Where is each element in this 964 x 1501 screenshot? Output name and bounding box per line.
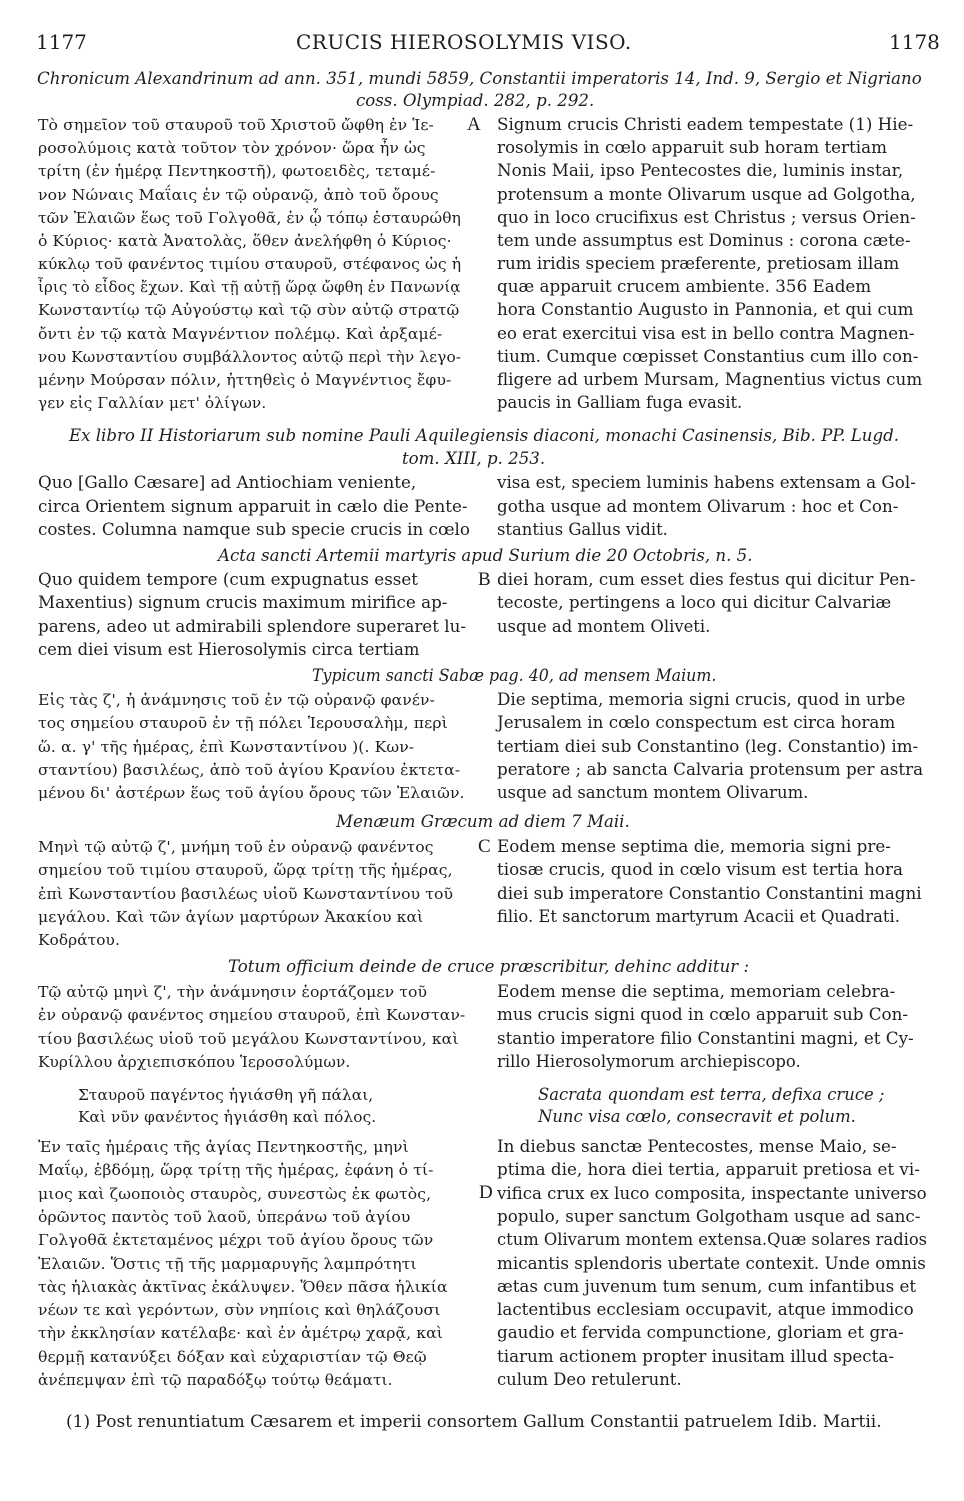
latin-line: rillo Hierosolymorum archiepiscopo. <box>497 1051 801 1071</box>
latin-line: peratore ; ab sancta Calvaria protensum per astra <box>497 759 924 779</box>
latin-line: Die septima, memoria signi crucis, quod in urbe <box>497 690 906 709</box>
latin-line: protensum a monte Olivarum usque ad Golgotha, <box>497 184 916 204</box>
latin-line: diei horam, cum esset dies festus qui dicitur Pen- <box>497 570 916 589</box>
greek-line: Ἐν ταῖς ἡμέραις τῆς ἁγίας Πεντηκοστῆς, μηνὶ <box>38 1138 409 1156</box>
greek-line: ὥ. α. γ' τῆς ἡμέρας, ἐπὶ Κωνσταντίνου )(. Κων- <box>38 737 415 756</box>
greek-line: ὁ Κύριος· κατὰ Ἀνατολὰς, ὅθεν ἀνελήφθη ὁ Κύριος· <box>38 231 452 250</box>
greek-line: Μηνὶ τῷ αὐτῷ ζ', μνήμη τοῦ ἐν οὐρανῷ φανέντος <box>38 838 434 856</box>
latin-line: rum iridis speciem præferente, pretiosam illam <box>497 254 900 274</box>
greek-line: μιος καὶ ζωοποιὸς σταυρὸς, συνεστὼς ἐκ φωτὸς, <box>38 1184 432 1203</box>
latin-line: tiosæ crucis, quod in cœlo visum est tertia hora <box>497 860 903 880</box>
latin-line: lactentibus ecclesiam occupavit, atque immodico <box>497 1300 914 1320</box>
greek-line: ἐν οὐρανῷ φανέντος σημείου σταυροῦ, ἐπὶ Κωνσταν- <box>38 1006 466 1025</box>
greek-line: κύκλῳ τοῦ φανέντος τιμίου σταυροῦ, στέφανος ὡς ἡ <box>38 255 462 274</box>
latin-line: ctum Olivarum montem extensa.Quæ solares radios <box>497 1230 928 1250</box>
latin-line: quæ apparuit crucem ambiente. 356 Eadem <box>497 277 872 297</box>
latin-line: circa Orientem signum apparuit in cælo die Pente- <box>38 496 468 516</box>
greek-line: ροσολύμοις κατὰ τοῦτον τὸν χρόνον· ὥρα ἦν ὡς <box>38 139 426 158</box>
latin-line: populo, super sanctum Golgotham usque ad sanc- <box>497 1206 921 1226</box>
section-heading: Chronicum Alexandrinum ad ann. 351, mundi 5859, Constantii imperatoris 14, Ind. 9, Sergio et Nigriano <box>37 69 922 88</box>
greek-line: τῶν Ἐλαιῶν ἕως τοῦ Γολγοθᾶ, ἐν ᾧ τόπῳ ἐσταυρώθη <box>38 208 461 227</box>
greek-line: τὴν ἐκκλησίαν κατέλαβε· καὶ ἐν ἀμέτρῳ χαρᾷ, καὶ <box>38 1324 444 1343</box>
latin-line: rosolymis in cœlo apparuit sub horam tertiam <box>497 138 887 158</box>
greek-line: ὁρῶντος παντὸς τοῦ λαοῦ, ὑπεράνω τοῦ ἁγίου <box>38 1207 411 1226</box>
latin-line: tecoste, pertingens a loco qui dicitur Calvariæ <box>497 593 892 613</box>
greek-line: νέων τε καὶ γερόντων, σὺν νηπίοις καὶ θηλάζουσι <box>38 1301 441 1320</box>
greek-line: νου Κωνσταντίου συμβάλλοντος αὐτῷ περὶ τὴν λεγο- <box>38 347 462 366</box>
greek-line: μένην Μούρσαν πόλιν, ἡττηθεὶς ὁ Μαγνέντιος ἔφυ- <box>38 370 452 389</box>
greek-line: Τῷ αὐτῷ μηνὶ ζ', τὴν ἀνάμνησιν ἑορτάζομεν τοῦ <box>38 983 428 1001</box>
greek-line: Εἰς τὰς ζ', ἡ ἀνάμνησις τοῦ ἐν τῷ οὐρανῷ φανέν- <box>38 691 435 709</box>
margin-letter: B <box>478 569 491 590</box>
latin-line: culum Deo retulerunt. <box>497 1370 682 1389</box>
latin-line: usque ad sanctum montem Olivarum. <box>497 783 809 803</box>
greek-line: Κοδράτου. <box>38 931 120 950</box>
latin-line: micantis splendoris ubertate contexit. Unde omnis <box>497 1253 926 1273</box>
latin-line: mus crucis signi quod in cœlo apparuit sub Con- <box>497 1005 909 1025</box>
latin-line: ptima die, hora diei tertia, apparuit pretiosa et vi- <box>497 1160 920 1180</box>
section-heading: coss. Olympiad. 282, p. 292. <box>356 91 595 110</box>
greek-line: νον Νώναις Μαΐαις ἐν τῷ οὐρανῷ, ἀπὸ τοῦ ὄρους <box>38 185 439 204</box>
greek-line: Ἐλαιῶν. Ὅστις τῇ τῆς μαρμαρυγῆς λαμπρότητι <box>38 1254 417 1273</box>
latin-line: usque ad montem Oliveti. <box>497 616 711 636</box>
margin-letter: C <box>478 836 491 857</box>
latin-line: parens, adeo ut admirabili splendore superaret lu- <box>38 616 467 636</box>
greek-line: ἶρις τὸ εἶδος ἔχων. Καὶ τῇ αὐτῇ ὥρᾳ ὤφθη ἐν Πανωνίᾳ <box>38 278 461 297</box>
running-title: CRUCIS HIEROSOLYMIS VISO. <box>296 30 632 54</box>
latin-line: tertiam diei sub Constantino (leg. Constantio) im- <box>497 736 919 756</box>
section-heading: Typicum sancti Sabæ pag. 40, ad mensem Maium. <box>312 666 717 685</box>
greek-line: σημείου τοῦ τιμίου σταυροῦ, ὥρᾳ τρίτῃ τῆς ἡμέρας, <box>38 861 453 880</box>
latin-line: filio. Et sanctorum martyrum Acacii et Quadrati. <box>497 906 900 926</box>
section-heading: Ex libro II Historiarum sub nomine Pauli Aquilegiensis diaconi, monachi Casinensis, Bib. PP. Lugd. <box>69 426 899 445</box>
greek-line: Κωνσταντίῳ τῷ Αὐγούστῳ καὶ τῷ σὺν αὐτῷ στρατῷ <box>38 301 460 320</box>
verse-line: Σταυροῦ παγέντος ἡγιάσθη γῆ πάλαι, <box>78 1086 374 1104</box>
section-heading: Acta sancti Artemii martyris apud Surium die 20 Octobris, n. 5. <box>218 546 753 565</box>
margin-letter: A <box>467 114 481 135</box>
greek-line: θερμῇ κατανύξει δόξαν καὶ εὐχαριστίαν τῷ Θεῷ <box>38 1347 427 1366</box>
section-heading: Totum officium deinde de cruce præscribitur, dehinc additur : <box>228 957 750 976</box>
section-heading: tom. XIII, p. 253. <box>402 449 546 468</box>
running-header <box>0 30 964 58</box>
latin-line: visa est, speciem luminis habens extensam a Gol- <box>497 473 916 492</box>
latin-line: costes. Columna namque sub specie crucis in cœlo <box>38 520 470 539</box>
latin-line: Jerusalem in cœlo conspectum est circa horam <box>497 713 896 733</box>
latin-line: In diebus sanctæ Pentecostes, mense Maio, se- <box>497 1137 897 1156</box>
greek-line: ὄντι ἐν τῷ κατὰ Μαγνέντιον πολέμῳ. Καὶ ἀρξαμέ- <box>38 324 443 343</box>
verse-line: Nunc visa cœlo, consecravit et polum. <box>538 1107 856 1126</box>
greek-line: τίου βασιλέως υἱοῦ τοῦ μεγάλου Κωνσταντίνου, καὶ <box>38 1029 459 1048</box>
greek-line: ἀνέπεμψαν ἐπὶ τῷ παραδόξῳ τούτῳ θεάματι. <box>38 1371 393 1389</box>
latin-line: Nonis Maii, ipso Pentecostes die, luminis instar, <box>497 161 904 181</box>
latin-line: tium. Cumque cœpisset Constantius cum illo con- <box>497 346 919 366</box>
greek-line: ἐπὶ Κωνσταντίου βασιλέως υἱοῦ Κωνσταντίνου τοῦ <box>38 884 454 903</box>
latin-line: Signum crucis Christi eadem tempestate (1) Hie- <box>497 115 914 134</box>
latin-line: gotha usque ad montem Olivarum : hoc et Con- <box>497 496 899 516</box>
greek-line: τρίτη (ἐν ἡμέρᾳ Πεντηκοστῆ), φωτοειδὲς, τεταμέ- <box>38 162 436 181</box>
latin-line: eo erat exercitui visa est in bello contra Magnen- <box>497 323 915 343</box>
latin-line: diei sub imperatore Constantio Constantini magni <box>497 883 922 903</box>
greek-line: Μαΐῳ, ἑβδόμῃ, ὥρᾳ τρίτῃ τῆς ἡμέρας, ἐφάνη ὁ τί- <box>38 1161 434 1180</box>
greek-line: μεγάλου. Καὶ τῶν ἁγίων μαρτύρων Ἀκακίου καὶ <box>38 907 424 926</box>
greek-line: μένου δι' ἀστέρων ἕως τοῦ ἁγίου ὄρους τῶν Ἐλαιῶν. <box>38 784 465 803</box>
greek-line: τος σημείου σταυροῦ ἐν τῇ πόλει Ἱερουσαλὴμ, περὶ <box>38 714 448 733</box>
page-number-right: 1178 <box>889 30 940 54</box>
latin-line: Quo quidem tempore (cum expugnatus esset <box>38 570 418 589</box>
latin-line: gaudio et fervida compunctione, gloriam et gra- <box>497 1323 904 1343</box>
latin-line: Eodem mense septima die, memoria signi pre- <box>497 837 891 856</box>
greek-line: σταντίου) βασιλέως, ἀπὸ τοῦ ἁγίου Κρανίου ἐκτετα- <box>38 760 461 779</box>
greek-line: τὰς ἡλιακὰς ἀκτῖνας ἐκάλυψεν. Ὅθεν πᾶσα ἡλικία <box>38 1277 448 1296</box>
latin-line: cem diei visum est Hierosolymis circa tertiam <box>38 639 420 659</box>
latin-line: tem unde assumptus est Dominus : corona cæte- <box>497 230 911 250</box>
latin-line: Eodem mense die septima, memoriam celebra- <box>497 982 896 1001</box>
latin-line: hora Constantio Augusto in Pannonia, et qui cum <box>497 300 914 320</box>
latin-line: fligere ad urbem Mursam, Magnentius victus cum <box>497 369 923 389</box>
section-heading: Menæum Græcum ad diem 7 Maii. <box>336 812 630 831</box>
page-number-left: 1177 <box>36 30 87 54</box>
greek-line: Τὸ σημεῖον τοῦ σταυροῦ τοῦ Χριστοῦ ὤφθη ἐν Ἱε- <box>38 116 434 134</box>
latin-line: tiarum actionem propter inusitam illud specta- <box>497 1346 895 1366</box>
latin-line: stantius Gallus vidit. <box>497 520 668 539</box>
latin-line: paucis in Galliam fuga evasit. <box>497 393 743 413</box>
greek-line: γεν εἰς Γαλλίαν μετ' ὀλίγων. <box>38 394 267 413</box>
verse-line: Sacrata quondam est terra, defixa cruce ; <box>538 1085 885 1104</box>
latin-line: vifica crux ex luco composita, inspectante universo <box>497 1183 927 1203</box>
latin-line: quo in loco crucifixus est Christus ; versus Orien- <box>497 207 916 227</box>
footnote: (1) Post renuntiatum Cæsarem et imperii consortem Gallum Constantii patruelem Idib. Martii. <box>66 1412 882 1432</box>
greek-line: Γολγοθᾶ ἐκτεταμένος μέχρι τοῦ ἁγίου ὄρους τῶν <box>38 1231 434 1250</box>
latin-line: stantio imperatore filio Constantini magni, et Cy- <box>497 1028 914 1048</box>
verse-line: Καὶ νῦν φανέντος ἡγιάσθη καὶ πόλος. <box>78 1108 377 1126</box>
latin-line: Quo [Gallo Cæsare] ad Antiochiam veniente, <box>38 473 417 492</box>
latin-line: ætas cum juvenum tum senum, cum infantibus et <box>497 1276 917 1296</box>
margin-letter: D <box>479 1182 493 1203</box>
latin-line: Maxentius) signum crucis maximum mirifice ap- <box>38 593 448 613</box>
greek-line: Κυρίλλου ἀρχιεπισκόπου Ἱεροσολύμων. <box>38 1052 351 1071</box>
